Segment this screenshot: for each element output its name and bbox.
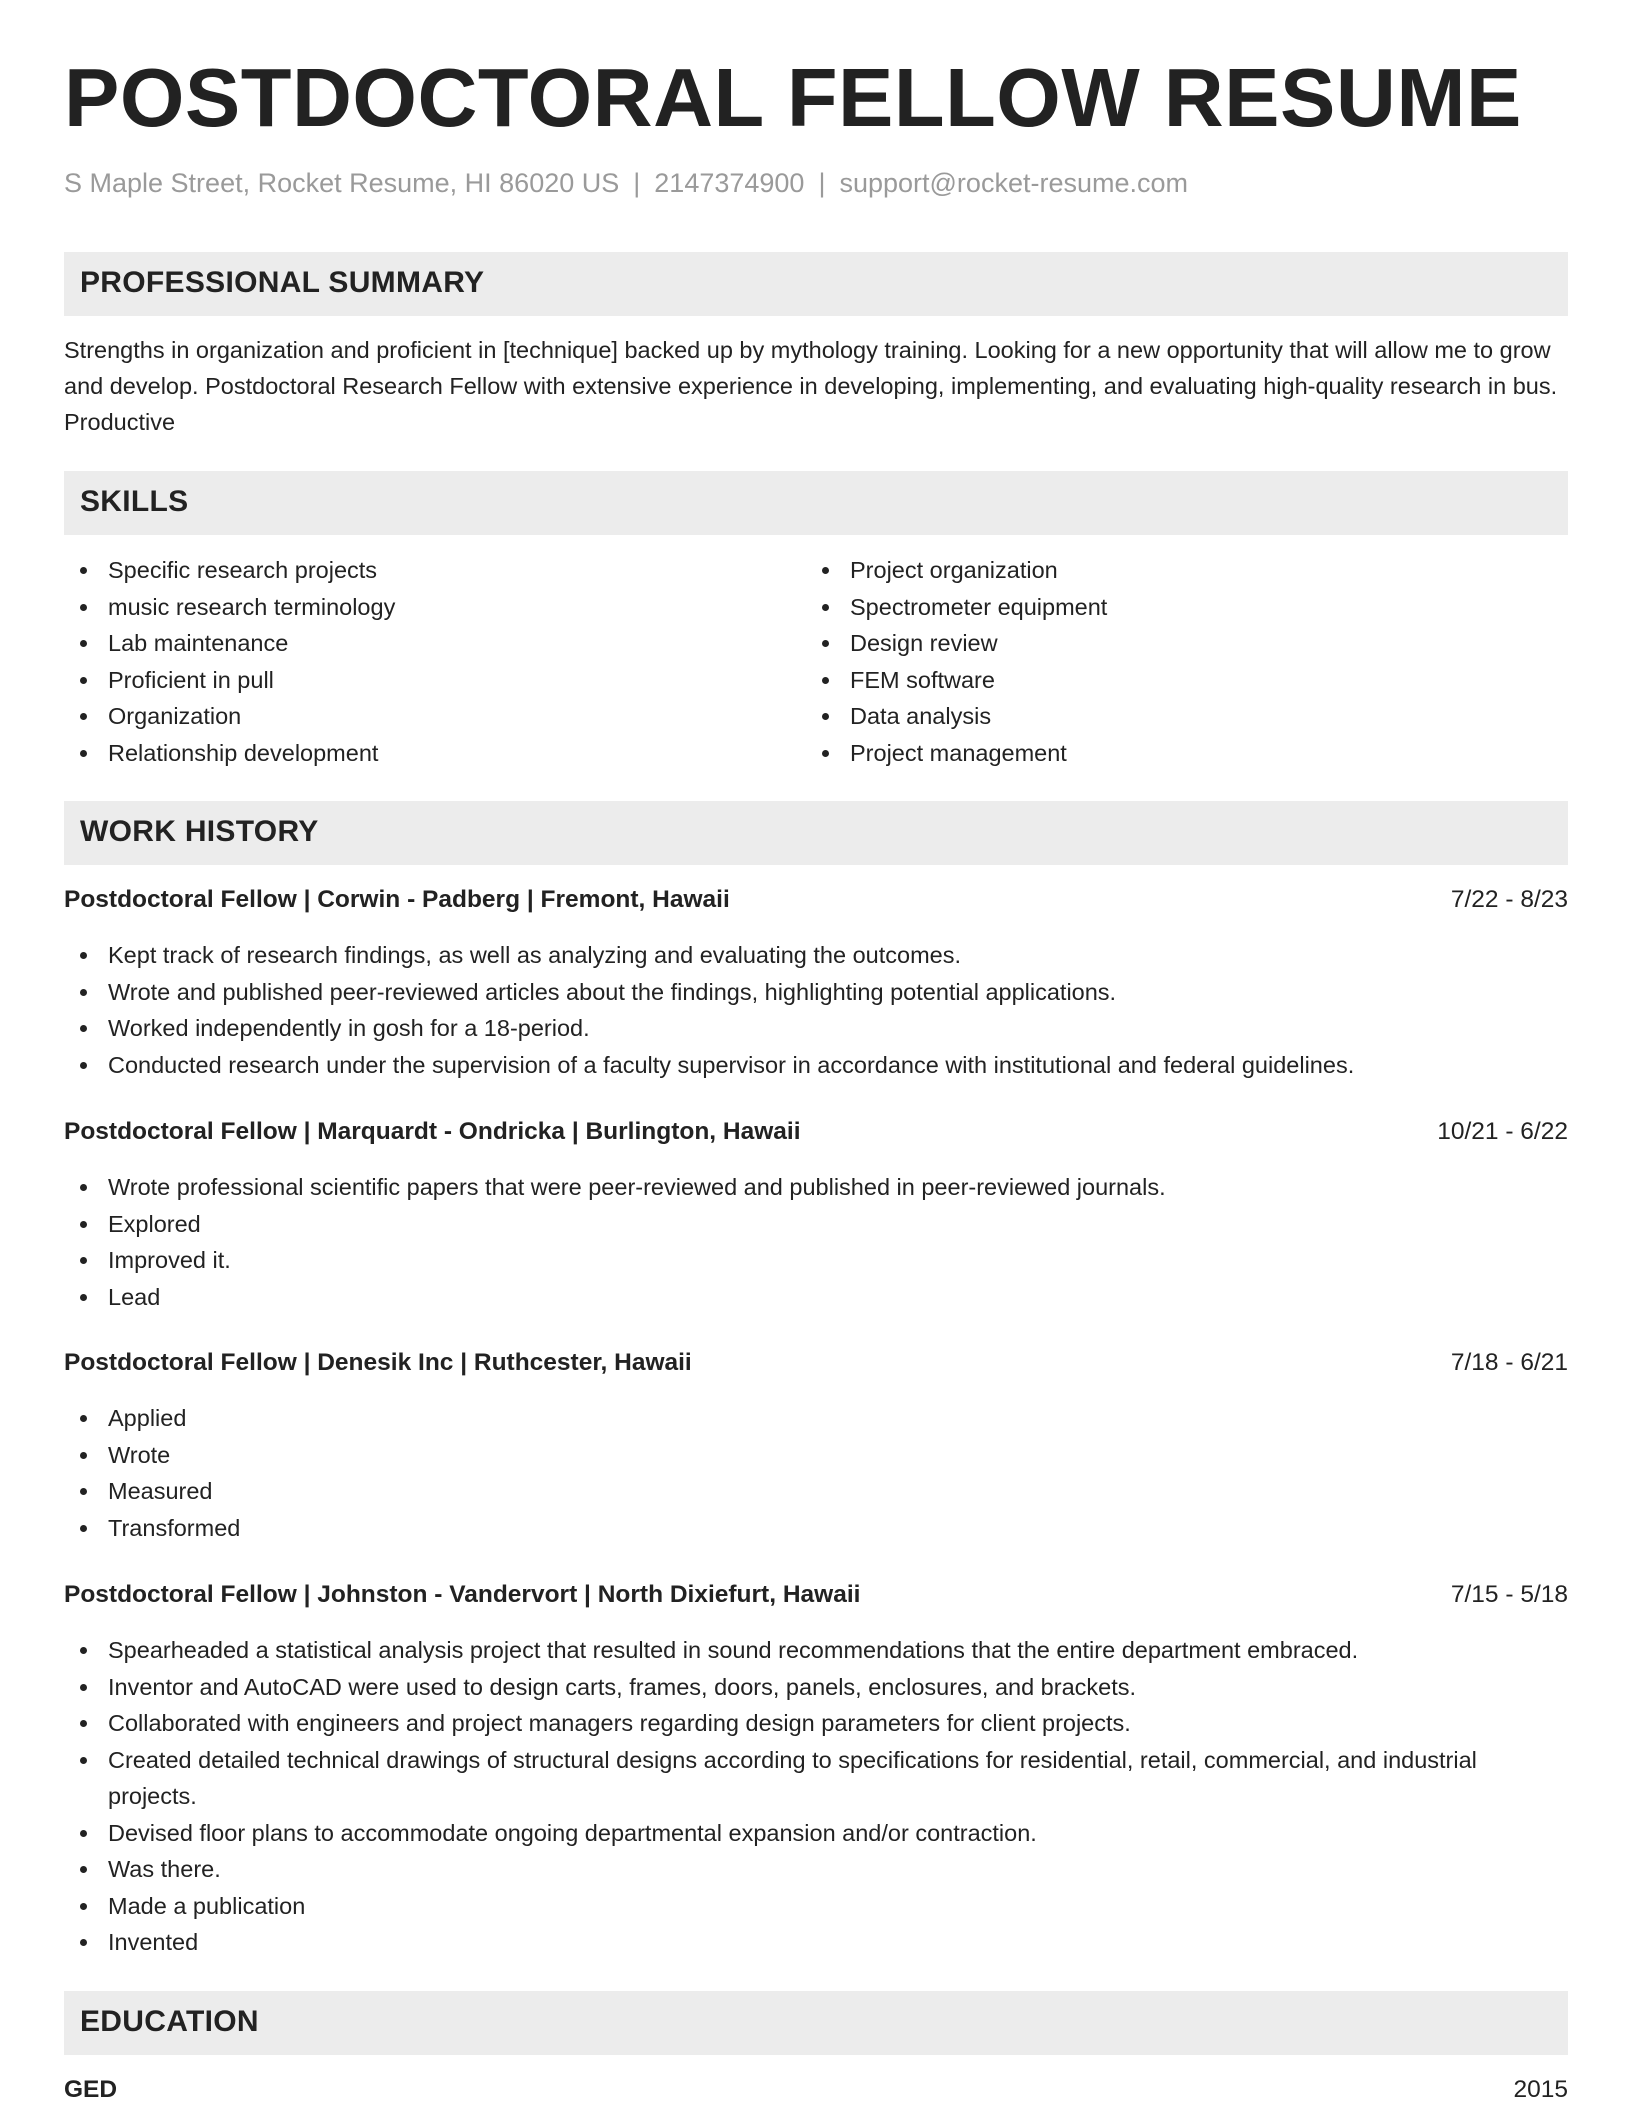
skills-list-right <box>806 552 1107 771</box>
job-bullet: Wrote <box>64 1437 1568 1474</box>
job-bullet: Was there. <box>64 1851 1568 1888</box>
work-section-header <box>64 801 1568 865</box>
job-bullet: Made a publication <box>64 1888 1568 1925</box>
job-dates: 7/18 - 6/21 <box>1450 1349 1568 1376</box>
skill-item: FEM software <box>806 662 1107 699</box>
job-dates: 7/22 - 8/23 <box>1450 886 1568 913</box>
job-title: Postdoctoral Fellow | Marquardt - Ondricka | Burlington, Hawaii <box>64 1118 801 1145</box>
contact-address: S Maple Street, Rocket Resume, HI 86020 US <box>64 168 620 198</box>
job-bullet: Inventor and AutoCAD were used to design carts, frames, doors, panels, enclosures, and brackets. <box>64 1669 1568 1706</box>
skill-item: Project organization <box>806 552 1107 589</box>
job-bullet: Devised floor plans to accommodate ongoing departmental expansion and/or contraction. <box>64 1815 1568 1852</box>
job-dates: 7/15 - 5/18 <box>1450 1581 1568 1608</box>
skills-section-header <box>64 471 1568 535</box>
skill-item: music research terminology <box>64 589 395 626</box>
resume-title: POSTDOCTORAL FELLOW RESUME <box>64 51 1522 144</box>
skill-item: Organization <box>64 698 395 735</box>
skills-heading: SKILLS <box>80 485 189 518</box>
job-bullet: Measured <box>64 1473 1568 1510</box>
job-bullet: Worked independently in gosh for a 18-period. <box>64 1010 1568 1047</box>
contact-email: support@rocket-resume.com <box>839 168 1188 198</box>
skill-item: Design review <box>806 625 1107 662</box>
job-bullets <box>64 1400 1568 1546</box>
job-bullet: Wrote and published peer-reviewed articles about the findings, highlighting potential applications. <box>64 974 1568 1011</box>
contact-line <box>64 168 1188 199</box>
contact-phone: 2147374900 <box>654 168 805 198</box>
job-bullet: Transformed <box>64 1510 1568 1547</box>
job-bullet: Invented <box>64 1924 1568 1961</box>
summary-section-header <box>64 252 1568 316</box>
education-year: 2015 <box>1513 2076 1568 2103</box>
job-bullets <box>64 1169 1568 1315</box>
contact-separator: | <box>633 168 641 198</box>
skills-list-left <box>64 552 395 771</box>
skill-item: Data analysis <box>806 698 1107 735</box>
education-heading: EDUCATION <box>80 2005 259 2038</box>
skill-item: Proficient in pull <box>64 662 395 699</box>
job-bullets <box>64 1632 1568 1961</box>
job-bullet: Created detailed technical drawings of structural designs according to specifications for residential, retail, commercial, and industrial projects. <box>64 1742 1568 1815</box>
job-bullet: Applied <box>64 1400 1568 1437</box>
skill-item: Spectrometer equipment <box>806 589 1107 626</box>
job-bullet: Improved it. <box>64 1242 1568 1279</box>
job-title: Postdoctoral Fellow | Denesik Inc | Ruthcester, Hawaii <box>64 1349 692 1376</box>
job-bullet: Conducted research under the supervision of a faculty supervisor in accordance with institutional and federal guidelines. <box>64 1047 1568 1084</box>
job-bullet: Spearheaded a statistical analysis project that resulted in sound recommendations that the entire department embraced. <box>64 1632 1568 1669</box>
summary-text: Strengths in organization and proficient in [technique] backed up by mythology training. Looking for a new opportunity that will allow me to grow and develop. Postdoctoral Research Fellow with extensive experience in developing, implementing, and evaluating high-quality research in bus. Productive <box>64 337 1558 435</box>
work-heading: WORK HISTORY <box>80 815 319 848</box>
job-bullet: Kept track of research findings, as well as analyzing and evaluating the outcomes. <box>64 937 1568 974</box>
skill-item: Project management <box>806 735 1107 772</box>
job-bullet: Wrote professional scientific papers that were peer-reviewed and published in peer-reviewed journals. <box>64 1169 1568 1206</box>
contact-separator: | <box>818 168 826 198</box>
skill-item: Relationship development <box>64 735 395 772</box>
summary-heading: PROFESSIONAL SUMMARY <box>80 266 485 299</box>
job-bullet: Collaborated with engineers and project managers regarding design parameters for client projects. <box>64 1705 1568 1742</box>
job-title: Postdoctoral Fellow | Corwin - Padberg | Fremont, Hawaii <box>64 886 730 913</box>
job-title: Postdoctoral Fellow | Johnston - Vandervort | North Dixiefurt, Hawaii <box>64 1581 861 1608</box>
education-section-header <box>64 1991 1568 2055</box>
job-bullet: Lead <box>64 1279 1568 1316</box>
job-bullets <box>64 937 1568 1083</box>
skill-item: Specific research projects <box>64 552 395 589</box>
education-degree: GED <box>64 2076 118 2103</box>
skill-item: Lab maintenance <box>64 625 395 662</box>
job-bullet: Explored <box>64 1206 1568 1243</box>
job-dates: 10/21 - 6/22 <box>1437 1118 1568 1145</box>
